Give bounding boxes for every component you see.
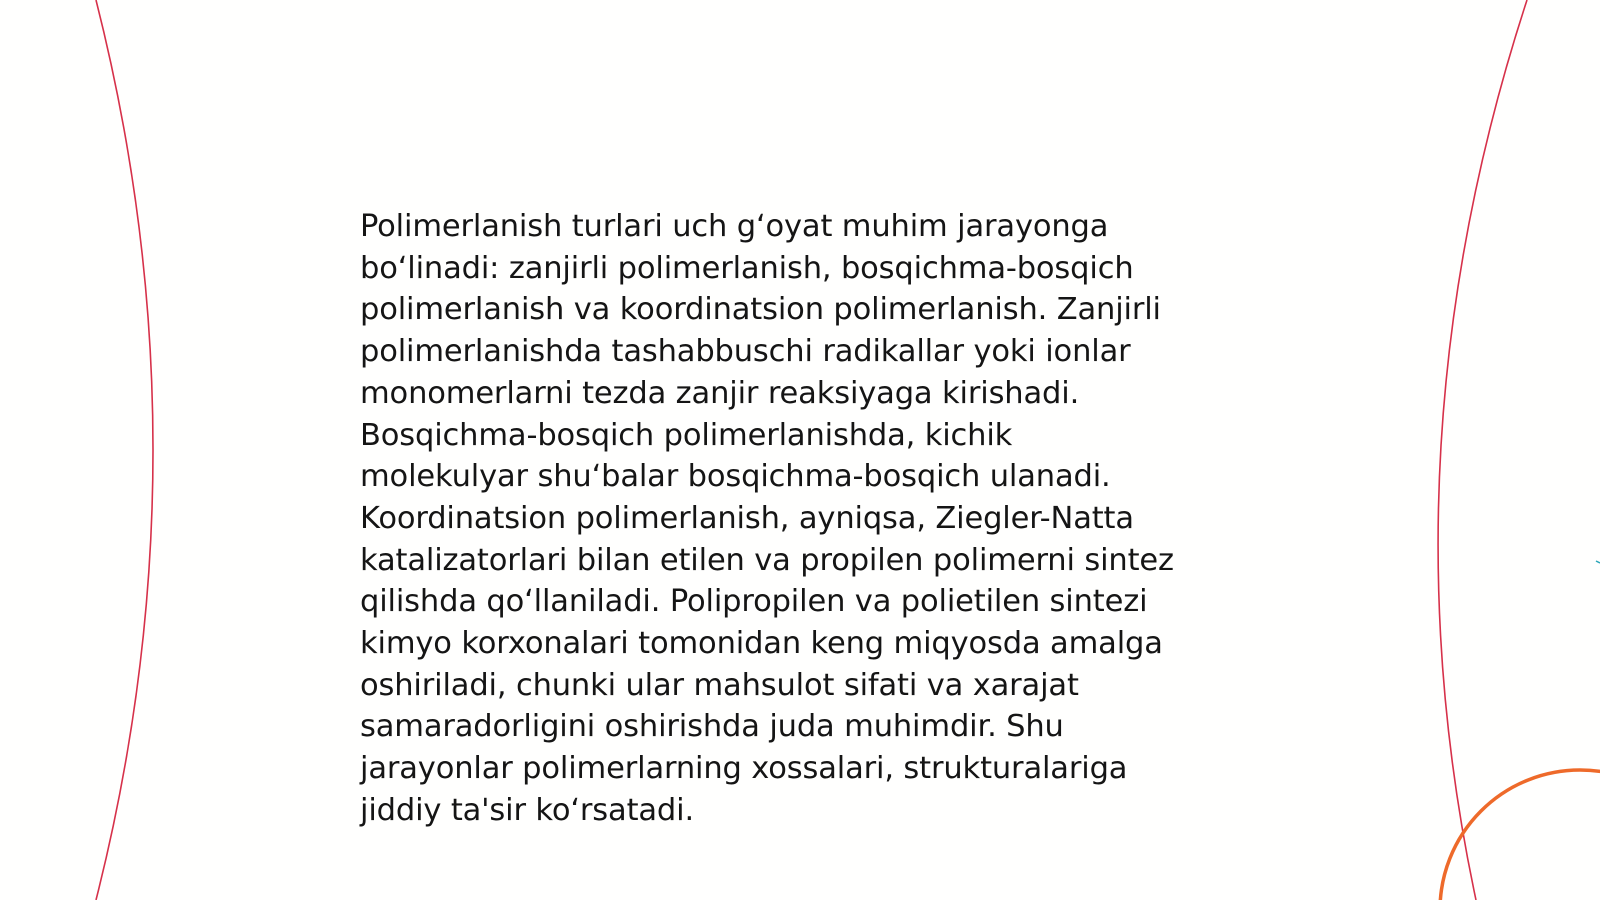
right-curve-line xyxy=(1438,0,1527,900)
teal-tick-decoration xyxy=(1596,561,1600,563)
left-curve-line xyxy=(96,0,153,900)
body-paragraph: Polimerlanish turlari uch gʻoyat muhim jarayonga boʻlinadi: zanjirli polimerlanish, bosqichma-bosqich polimerlanish va koordinatsion polimerlanish. Zanjirli polimerlanishda tashabbuschi radikallar yoki ionlar monomerlarni tezda zanjir reaksiyaga kirishadi. Bosqichma-bosqich polimerlanishda, kichik molekulyar shuʻbalar bosqichma-bosqich ulanadi. Koordinatsion polimerlanish, ayniqsa, Ziegler-Natta katalizatorlari bilan etilen va propilen polimerni sintez qilishda qoʻllaniladi. Polipropilen va polietilen sintezi kimyo korxonalari tomonidan keng miqyosda amalga oshiriladi, chunki ular mahsulot sifati va xarajat samaradorligini oshirishda juda muhimdir. Shu jarayonlar polimerlarning xossalari, strukturalariga jiddiy ta'sir koʻrsatadi. xyxy=(360,209,1174,828)
